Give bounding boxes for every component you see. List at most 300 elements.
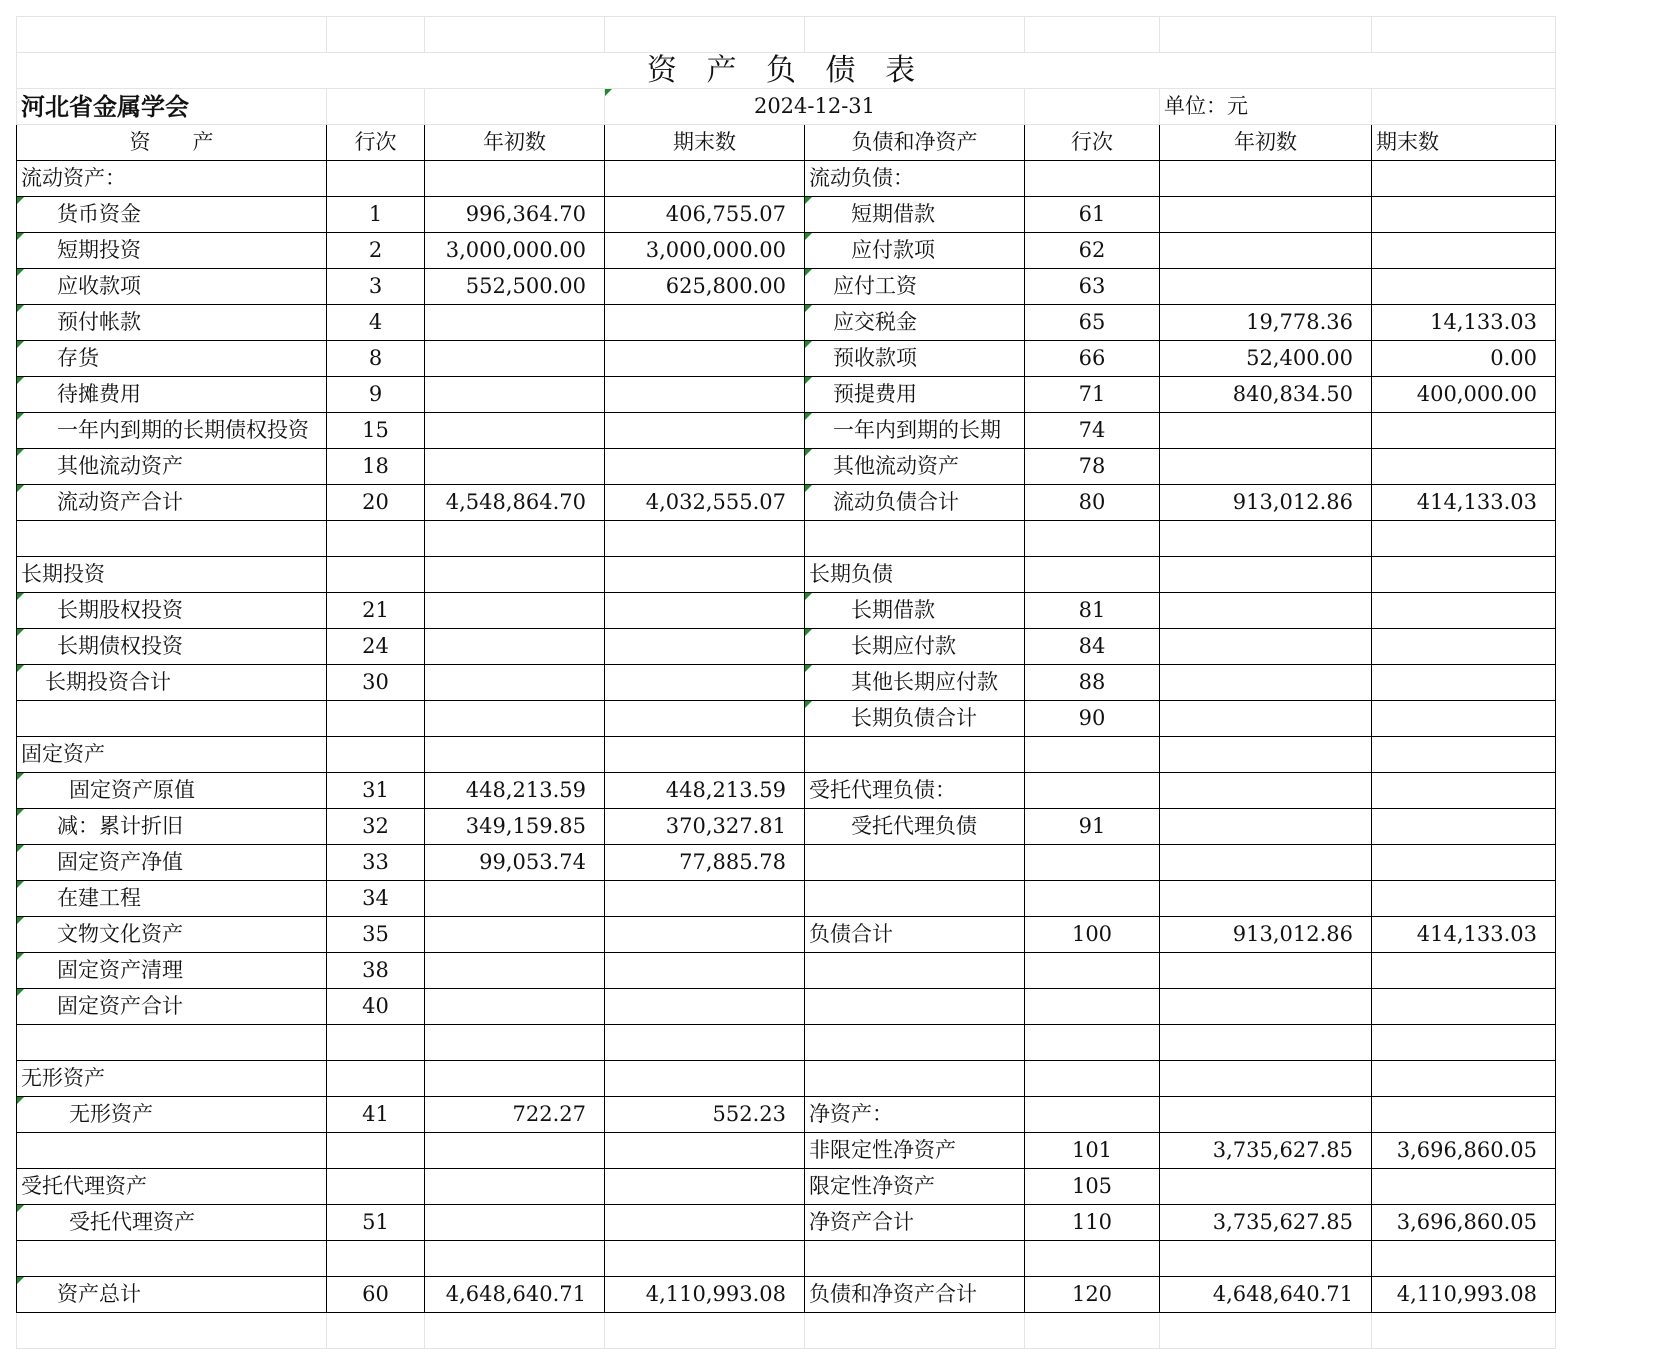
table-row — [17, 881, 1556, 917]
liability-opening: 3,735,627.85 — [1160, 1205, 1372, 1241]
table-row — [17, 557, 1556, 593]
liability-opening — [1160, 629, 1372, 665]
table-row — [17, 917, 1556, 953]
liability-item: 应交税金 — [805, 305, 1025, 341]
asset-opening: 99,053.74 — [425, 845, 605, 881]
asset-opening — [425, 557, 605, 593]
asset-closing — [605, 1025, 805, 1061]
asset-row-no — [327, 1061, 425, 1097]
asset-opening — [425, 593, 605, 629]
liability-row-no — [1025, 1097, 1160, 1133]
liability-closing: 3,696,860.05 — [1372, 1205, 1556, 1241]
table-row — [17, 377, 1556, 413]
liability-row-no — [1025, 161, 1160, 197]
liability-row-no: 74 — [1025, 413, 1160, 449]
asset-item: 存货 — [17, 341, 327, 377]
liability-row-no: 90 — [1025, 701, 1160, 737]
liability-row-no — [1025, 1241, 1160, 1277]
liability-row-no — [1025, 521, 1160, 557]
liability-item: 应付款项 — [805, 233, 1025, 269]
asset-item — [17, 1241, 327, 1277]
asset-item: 资产总计 — [17, 1277, 327, 1313]
liability-item — [805, 881, 1025, 917]
liability-opening: 4,648,640.71 — [1160, 1277, 1372, 1313]
table-row — [17, 341, 1556, 377]
asset-row-no: 21 — [327, 593, 425, 629]
asset-closing: 552.23 — [605, 1097, 805, 1133]
table-row — [17, 593, 1556, 629]
table-row — [17, 449, 1556, 485]
liability-closing: 414,133.03 — [1372, 917, 1556, 953]
asset-closing — [605, 701, 805, 737]
liability-closing — [1372, 953, 1556, 989]
header-closing: 期末数 — [605, 125, 805, 161]
table-row — [17, 953, 1556, 989]
liability-closing — [1372, 809, 1556, 845]
table-row — [17, 1061, 1556, 1097]
liability-item: 预提费用 — [805, 377, 1025, 413]
liability-opening: 913,012.86 — [1160, 485, 1372, 521]
asset-opening — [425, 1061, 605, 1097]
asset-row-no: 4 — [327, 305, 425, 341]
liability-row-no: 66 — [1025, 341, 1160, 377]
liability-item: 预收款项 — [805, 341, 1025, 377]
balance-sheet-table — [16, 16, 1556, 1349]
liability-closing — [1372, 845, 1556, 881]
asset-opening — [425, 413, 605, 449]
liability-item: 流动负债： — [805, 161, 1025, 197]
asset-closing: 625,800.00 — [605, 269, 805, 305]
liability-opening — [1160, 413, 1372, 449]
table-row — [17, 161, 1556, 197]
asset-row-no: 9 — [327, 377, 425, 413]
blank-row — [17, 1313, 1556, 1349]
asset-row-no — [327, 1025, 425, 1061]
liability-closing: 414,133.03 — [1372, 485, 1556, 521]
liability-row-no: 61 — [1025, 197, 1160, 233]
header-opening: 年初数 — [425, 125, 605, 161]
liability-opening — [1160, 845, 1372, 881]
liability-row-no: 100 — [1025, 917, 1160, 953]
asset-row-no — [327, 521, 425, 557]
asset-row-no: 35 — [327, 917, 425, 953]
asset-closing — [605, 1133, 805, 1169]
liability-item: 其他流动资产 — [805, 449, 1025, 485]
asset-closing — [605, 1205, 805, 1241]
table-row — [17, 989, 1556, 1025]
asset-item: 预付帐款 — [17, 305, 327, 341]
liability-row-no: 81 — [1025, 593, 1160, 629]
liability-item — [805, 1241, 1025, 1277]
asset-item — [17, 521, 327, 557]
header-row-no: 行次 — [327, 125, 425, 161]
liability-opening — [1160, 197, 1372, 233]
liability-opening — [1160, 989, 1372, 1025]
liability-opening — [1160, 449, 1372, 485]
asset-closing — [605, 449, 805, 485]
asset-item: 短期投资 — [17, 233, 327, 269]
asset-row-no: 40 — [327, 989, 425, 1025]
asset-item: 长期债权投资 — [17, 629, 327, 665]
liability-item: 短期借款 — [805, 197, 1025, 233]
asset-item: 受托代理资产 — [17, 1169, 327, 1205]
asset-row-no — [327, 701, 425, 737]
asset-row-no: 32 — [327, 809, 425, 845]
liability-closing — [1372, 1097, 1556, 1133]
asset-row-no — [327, 1169, 425, 1205]
report-date: 2024-12-31 — [605, 89, 1025, 125]
table-row — [17, 701, 1556, 737]
table-row — [17, 665, 1556, 701]
liability-row-no — [1025, 845, 1160, 881]
liability-closing: 400,000.00 — [1372, 377, 1556, 413]
asset-row-no: 8 — [327, 341, 425, 377]
table-row — [17, 809, 1556, 845]
liability-row-no — [1025, 557, 1160, 593]
asset-opening — [425, 1241, 605, 1277]
liability-item: 长期应付款 — [805, 629, 1025, 665]
asset-row-no: 33 — [327, 845, 425, 881]
table-row — [17, 413, 1556, 449]
liability-closing — [1372, 1241, 1556, 1277]
asset-row-no — [327, 737, 425, 773]
asset-item: 待摊费用 — [17, 377, 327, 413]
asset-closing — [605, 953, 805, 989]
asset-row-no: 24 — [327, 629, 425, 665]
asset-opening — [425, 701, 605, 737]
asset-row-no: 2 — [327, 233, 425, 269]
blank-row — [17, 17, 1556, 53]
asset-row-no — [327, 1241, 425, 1277]
asset-opening — [425, 953, 605, 989]
liability-closing — [1372, 881, 1556, 917]
liability-closing: 0.00 — [1372, 341, 1556, 377]
liability-item: 非限定性净资产 — [805, 1133, 1025, 1169]
asset-item: 文物文化资产 — [17, 917, 327, 953]
asset-item: 固定资产清理 — [17, 953, 327, 989]
liability-row-no — [1025, 953, 1160, 989]
asset-closing — [605, 341, 805, 377]
asset-item: 固定资产合计 — [17, 989, 327, 1025]
liability-opening — [1160, 881, 1372, 917]
liability-row-no: 84 — [1025, 629, 1160, 665]
asset-item: 固定资产原值 — [17, 773, 327, 809]
asset-opening — [425, 1205, 605, 1241]
liability-closing — [1372, 1169, 1556, 1205]
header-closing-2: 期末数 — [1372, 125, 1556, 161]
info-row — [17, 89, 1556, 125]
liability-item: 长期负债 — [805, 557, 1025, 593]
liability-row-no: 78 — [1025, 449, 1160, 485]
liability-row-no: 120 — [1025, 1277, 1160, 1313]
asset-closing — [605, 305, 805, 341]
asset-opening — [425, 917, 605, 953]
liability-item: 净资产： — [805, 1097, 1025, 1133]
liability-item: 负债合计 — [805, 917, 1025, 953]
asset-opening: 996,364.70 — [425, 197, 605, 233]
liability-opening — [1160, 1169, 1372, 1205]
liability-opening — [1160, 737, 1372, 773]
liability-opening — [1160, 1025, 1372, 1061]
asset-closing — [605, 737, 805, 773]
asset-item: 长期投资合计 — [17, 665, 327, 701]
liability-closing — [1372, 269, 1556, 305]
sheet-title: 资 产 负 债 表 — [17, 53, 1556, 89]
liability-item: 长期借款 — [805, 593, 1025, 629]
asset-row-no: 60 — [327, 1277, 425, 1313]
liability-opening — [1160, 1097, 1372, 1133]
title-row — [17, 53, 1556, 89]
liability-opening — [1160, 809, 1372, 845]
liability-opening: 19,778.36 — [1160, 305, 1372, 341]
liability-opening — [1160, 233, 1372, 269]
table-row — [17, 1169, 1556, 1205]
table-row — [17, 1277, 1556, 1313]
asset-opening — [425, 989, 605, 1025]
asset-closing — [605, 1061, 805, 1097]
liability-item — [805, 845, 1025, 881]
unit-label: 单位：元 — [1160, 89, 1372, 125]
liability-closing — [1372, 413, 1556, 449]
asset-closing — [605, 413, 805, 449]
asset-item: 其他流动资产 — [17, 449, 327, 485]
liability-closing — [1372, 665, 1556, 701]
liability-opening — [1160, 953, 1372, 989]
liability-row-no — [1025, 1025, 1160, 1061]
table-row — [17, 1133, 1556, 1169]
asset-row-no — [327, 1133, 425, 1169]
asset-closing: 448,213.59 — [605, 773, 805, 809]
asset-item: 减：累计折旧 — [17, 809, 327, 845]
liability-closing — [1372, 629, 1556, 665]
asset-opening: 349,159.85 — [425, 809, 605, 845]
liability-opening — [1160, 161, 1372, 197]
header-liabilities: 负债和净资产 — [805, 125, 1025, 161]
liability-closing — [1372, 233, 1556, 269]
asset-opening — [425, 881, 605, 917]
asset-row-no: 34 — [327, 881, 425, 917]
liability-opening — [1160, 1241, 1372, 1277]
liability-item — [805, 737, 1025, 773]
liability-row-no — [1025, 989, 1160, 1025]
liability-closing — [1372, 521, 1556, 557]
asset-closing — [605, 377, 805, 413]
asset-opening — [425, 377, 605, 413]
asset-item: 应收款项 — [17, 269, 327, 305]
asset-item: 受托代理资产 — [17, 1205, 327, 1241]
liability-row-no: 65 — [1025, 305, 1160, 341]
asset-item: 流动资产合计 — [17, 485, 327, 521]
header-row — [17, 125, 1556, 161]
liability-item — [805, 989, 1025, 1025]
asset-opening — [425, 665, 605, 701]
liability-opening — [1160, 521, 1372, 557]
liability-row-no: 105 — [1025, 1169, 1160, 1205]
asset-item: 固定资产 — [17, 737, 327, 773]
liability-closing — [1372, 557, 1556, 593]
table-row — [17, 629, 1556, 665]
liability-item: 净资产合计 — [805, 1205, 1025, 1241]
asset-closing: 370,327.81 — [605, 809, 805, 845]
asset-closing — [605, 989, 805, 1025]
asset-closing — [605, 593, 805, 629]
asset-item: 货币资金 — [17, 197, 327, 233]
header-row-no-2: 行次 — [1025, 125, 1160, 161]
asset-item: 流动资产： — [17, 161, 327, 197]
asset-closing — [605, 1169, 805, 1205]
asset-opening: 448,213.59 — [425, 773, 605, 809]
table-row — [17, 1205, 1556, 1241]
asset-row-no — [327, 161, 425, 197]
asset-opening — [425, 1133, 605, 1169]
asset-opening: 4,648,640.71 — [425, 1277, 605, 1313]
liability-closing — [1372, 1025, 1556, 1061]
liability-row-no: 80 — [1025, 485, 1160, 521]
asset-row-no: 1 — [327, 197, 425, 233]
asset-item: 无形资产 — [17, 1061, 327, 1097]
liability-item — [805, 1061, 1025, 1097]
liability-closing — [1372, 1061, 1556, 1097]
header-opening-2: 年初数 — [1160, 125, 1372, 161]
liability-row-no: 88 — [1025, 665, 1160, 701]
liability-row-no: 101 — [1025, 1133, 1160, 1169]
liability-item: 其他长期应付款 — [805, 665, 1025, 701]
asset-closing: 77,885.78 — [605, 845, 805, 881]
asset-closing — [605, 161, 805, 197]
asset-closing: 406,755.07 — [605, 197, 805, 233]
liability-item: 流动负债合计 — [805, 485, 1025, 521]
asset-item: 无形资产 — [17, 1097, 327, 1133]
asset-closing — [605, 881, 805, 917]
liability-item: 限定性净资产 — [805, 1169, 1025, 1205]
liability-item: 受托代理负债 — [805, 809, 1025, 845]
asset-item: 长期投资 — [17, 557, 327, 593]
liability-opening — [1160, 593, 1372, 629]
table-row — [17, 737, 1556, 773]
liability-closing — [1372, 593, 1556, 629]
asset-closing: 4,110,993.08 — [605, 1277, 805, 1313]
liability-opening: 3,735,627.85 — [1160, 1133, 1372, 1169]
liability-opening — [1160, 701, 1372, 737]
asset-row-no: 41 — [327, 1097, 425, 1133]
liability-item — [805, 1025, 1025, 1061]
liability-opening: 913,012.86 — [1160, 917, 1372, 953]
liability-closing — [1372, 773, 1556, 809]
asset-row-no: 20 — [327, 485, 425, 521]
asset-closing — [605, 917, 805, 953]
liability-row-no: 63 — [1025, 269, 1160, 305]
asset-item — [17, 1133, 327, 1169]
asset-opening — [425, 161, 605, 197]
liability-closing: 4,110,993.08 — [1372, 1277, 1556, 1313]
asset-opening: 552,500.00 — [425, 269, 605, 305]
header-assets: 资 产 — [17, 125, 327, 161]
asset-row-no: 31 — [327, 773, 425, 809]
liability-row-no — [1025, 881, 1160, 917]
liability-row-no: 62 — [1025, 233, 1160, 269]
table-row — [17, 773, 1556, 809]
table-row — [17, 197, 1556, 233]
liability-opening — [1160, 557, 1372, 593]
liability-opening: 52,400.00 — [1160, 341, 1372, 377]
asset-item: 固定资产净值 — [17, 845, 327, 881]
liability-item — [805, 953, 1025, 989]
table-row — [17, 269, 1556, 305]
liability-closing — [1372, 161, 1556, 197]
liability-closing: 3,696,860.05 — [1372, 1133, 1556, 1169]
liability-row-no — [1025, 773, 1160, 809]
liability-row-no — [1025, 1061, 1160, 1097]
liability-row-no: 110 — [1025, 1205, 1160, 1241]
asset-item: 长期股权投资 — [17, 593, 327, 629]
table-row — [17, 233, 1556, 269]
liability-closing — [1372, 737, 1556, 773]
liability-item: 负债和净资产合计 — [805, 1277, 1025, 1313]
table-row — [17, 1097, 1556, 1133]
asset-row-no: 3 — [327, 269, 425, 305]
asset-opening: 722.27 — [425, 1097, 605, 1133]
organization-name: 河北省金属学会 — [17, 89, 327, 125]
liability-row-no: 91 — [1025, 809, 1160, 845]
liability-closing: 14,133.03 — [1372, 305, 1556, 341]
asset-closing — [605, 629, 805, 665]
liability-closing — [1372, 197, 1556, 233]
asset-closing — [605, 1241, 805, 1277]
liability-item: 长期负债合计 — [805, 701, 1025, 737]
table-row — [17, 485, 1556, 521]
table-row — [17, 521, 1556, 557]
asset-opening — [425, 305, 605, 341]
asset-opening — [425, 521, 605, 557]
liability-closing — [1372, 989, 1556, 1025]
asset-row-no: 30 — [327, 665, 425, 701]
liability-closing — [1372, 701, 1556, 737]
asset-opening: 4,548,864.70 — [425, 485, 605, 521]
asset-opening — [425, 1169, 605, 1205]
liability-opening — [1160, 665, 1372, 701]
asset-item: 一年内到期的长期债权投资 — [17, 413, 327, 449]
liability-item — [805, 521, 1025, 557]
asset-item: 在建工程 — [17, 881, 327, 917]
asset-item — [17, 701, 327, 737]
liability-opening — [1160, 773, 1372, 809]
asset-opening — [425, 737, 605, 773]
liability-row-no — [1025, 737, 1160, 773]
asset-row-no — [327, 557, 425, 593]
asset-closing — [605, 557, 805, 593]
asset-closing: 4,032,555.07 — [605, 485, 805, 521]
table-row — [17, 1025, 1556, 1061]
asset-opening — [425, 629, 605, 665]
asset-opening: 3,000,000.00 — [425, 233, 605, 269]
asset-closing — [605, 521, 805, 557]
liability-closing — [1372, 449, 1556, 485]
asset-row-no: 38 — [327, 953, 425, 989]
asset-item — [17, 1025, 327, 1061]
asset-opening — [425, 341, 605, 377]
asset-closing — [605, 665, 805, 701]
asset-row-no: 15 — [327, 413, 425, 449]
table-row — [17, 845, 1556, 881]
liability-item: 应付工资 — [805, 269, 1025, 305]
liability-opening: 840,834.50 — [1160, 377, 1372, 413]
liability-opening — [1160, 269, 1372, 305]
asset-closing: 3,000,000.00 — [605, 233, 805, 269]
table-row — [17, 1241, 1556, 1277]
liability-row-no: 71 — [1025, 377, 1160, 413]
liability-item: 受托代理负债： — [805, 773, 1025, 809]
table-row — [17, 305, 1556, 341]
